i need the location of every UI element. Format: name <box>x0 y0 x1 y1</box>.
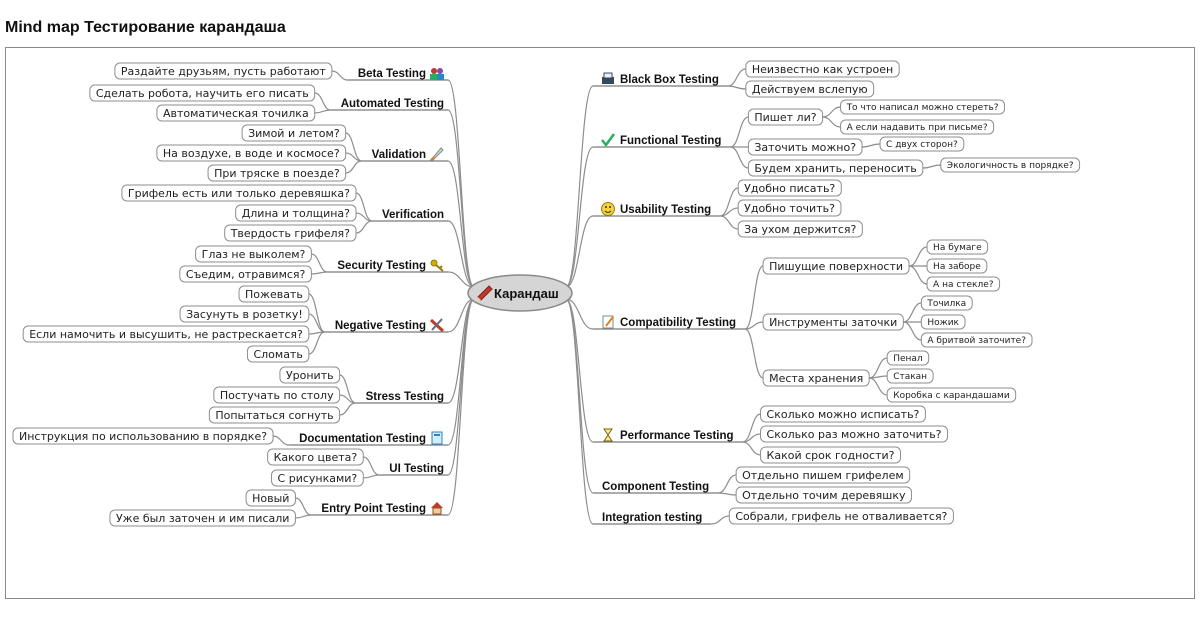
branch-automated[interactable] <box>341 98 444 110</box>
branch-compat-subitem[interactable] <box>927 277 1000 291</box>
branch-compat-subitem[interactable] <box>921 333 1032 347</box>
branch-ui-item-label: Какого цвета? <box>273 451 358 464</box>
branch-integration[interactable] <box>602 512 702 524</box>
branch-compat-subitem-label: Точилка <box>927 299 967 309</box>
branch-performance-item-connector <box>743 442 761 455</box>
branch-functional-item-connector <box>730 147 748 168</box>
branch-component-label: Component Testing <box>602 481 710 493</box>
branch-blackbox-item-connector <box>728 69 746 86</box>
branch-compat-subitem-connector <box>909 266 927 284</box>
branch-verification-item[interactable] <box>236 205 356 221</box>
branch-blackbox-item[interactable] <box>746 61 899 77</box>
branch-ui-connector <box>448 299 474 475</box>
branch-verification-connector <box>448 221 474 287</box>
branch-documentation-item-label: Инструкция по использованию в порядке? <box>18 430 268 443</box>
hourglass-icon <box>604 429 612 441</box>
branch-usability-item-label: Удобно писать? <box>744 182 836 195</box>
branch-functional-item[interactable] <box>748 160 922 176</box>
people-icon <box>430 68 444 80</box>
branch-compat-subitem[interactable] <box>887 369 933 383</box>
branch-verification-item-label: Длина и толщина? <box>241 207 350 220</box>
branch-blackbox-item[interactable] <box>746 81 874 97</box>
branch-documentation-item[interactable] <box>13 428 273 444</box>
branch-automated-connector <box>448 110 474 287</box>
branch-validation[interactable] <box>372 149 426 161</box>
branch-entry-item[interactable] <box>246 490 295 506</box>
branch-performance-item[interactable] <box>761 447 901 463</box>
branch-integration-connector <box>566 299 593 524</box>
branch-functional-item[interactable] <box>748 109 822 125</box>
branch-compat-item-connector <box>745 322 763 329</box>
branch-functional-subitem[interactable] <box>941 158 1080 172</box>
branch-functional-subitem-connector <box>862 144 880 147</box>
mind-map-svg <box>6 48 1194 598</box>
branch-negative-item-connector <box>309 314 325 332</box>
branch-functional-subitem-connector <box>823 107 841 117</box>
house-icon <box>431 502 443 514</box>
branch-usability-item-label: За ухом держится? <box>744 223 857 236</box>
branch-compat-label: Compatibility Testing <box>620 317 737 329</box>
branch-compat-subitem-label: Пенал <box>893 354 923 364</box>
branch-stress-item-label: Уронить <box>285 369 334 382</box>
calculator-icon <box>432 432 442 444</box>
branch-documentation-label: Documentation Testing <box>299 433 426 445</box>
branch-integration-item-label: Собрали, грифель не отваливается? <box>735 510 948 523</box>
branch-performance-label: Performance Testing <box>620 430 734 442</box>
branch-security-label: Security Testing <box>337 260 426 272</box>
branch-compat-item-connector <box>745 266 763 329</box>
branch-verification-item-label: Твердость грифеля? <box>230 227 350 240</box>
branch-validation-label: Validation <box>371 149 426 161</box>
branch-component-item[interactable] <box>736 467 910 483</box>
branch-component-item-connector <box>718 493 736 495</box>
branch-functional-connector <box>566 147 593 287</box>
branch-security-item-label: Съедим, отравимся? <box>185 268 306 281</box>
branch-compat-subitem-label: Коробка с карандашами <box>893 391 1010 401</box>
branch-performance-item-label: Какой срок годности? <box>766 449 895 462</box>
branch-verification-item[interactable] <box>225 225 356 241</box>
branch-compat-item-label: Инструменты заточки <box>769 316 898 329</box>
branch-performance[interactable] <box>620 430 734 442</box>
branch-entry-item-connector <box>295 498 311 515</box>
branch-ui[interactable] <box>389 463 444 475</box>
branch-negative-item-connector <box>309 332 325 354</box>
branch-entry-item-label: Уже был заточен и им писали <box>115 512 290 525</box>
branch-functional[interactable] <box>620 135 721 147</box>
key-icon <box>431 260 443 271</box>
branch-compat-subitem-label: На бумаге <box>933 243 982 253</box>
branch-compat[interactable] <box>620 317 736 329</box>
branch-integration-item-connector <box>711 516 729 524</box>
branch-negative-item[interactable] <box>23 326 309 342</box>
branch-ui-item[interactable] <box>272 470 364 486</box>
branch-component-item[interactable] <box>736 487 911 503</box>
branch-verification-label: Verification <box>382 209 444 221</box>
branch-usability-item-label: Удобно точить? <box>744 202 835 215</box>
branch-validation-item[interactable] <box>208 165 346 181</box>
branch-compat-subitem-label: А бритвой заточите? <box>927 336 1026 346</box>
branch-functional-subitem[interactable] <box>880 137 964 151</box>
branch-stress-item-label: Попытаться согнуть <box>215 409 334 422</box>
branch-compat-subitem[interactable] <box>887 351 928 365</box>
branch-beta-item[interactable] <box>115 63 332 79</box>
branch-functional-item-connector <box>730 117 748 147</box>
printer-icon <box>602 73 614 84</box>
branch-performance-item-label: Сколько раз можно заточить? <box>766 428 942 441</box>
branch-blackbox-item-connector <box>728 86 746 89</box>
branch-compat-item[interactable] <box>763 370 869 386</box>
branch-functional-subitem[interactable] <box>841 120 994 134</box>
page-title: Mind map Тестирование карандаша <box>5 19 286 36</box>
branch-blackbox-connector <box>566 86 593 287</box>
broken-tool-icon <box>431 319 443 331</box>
branch-verification-item-label: Грифель есть или только деревяшка? <box>127 187 350 200</box>
branch-ui-item-label: С рисунками? <box>277 472 358 485</box>
branch-security[interactable] <box>337 260 426 272</box>
branch-compat-subitem-label: Стакан <box>893 372 928 382</box>
branch-negative-item[interactable] <box>247 346 308 362</box>
branch-compat-subitem[interactable] <box>927 259 987 273</box>
rocket-icon <box>431 148 443 160</box>
branch-security-item-label: Глаз не выколем? <box>201 248 306 261</box>
branch-functional-subitem[interactable] <box>841 100 1005 114</box>
branch-automated-item[interactable] <box>90 85 315 101</box>
branch-entry-item-label: Новый <box>252 492 290 505</box>
branch-negative-item-connector <box>309 294 325 332</box>
branch-stress[interactable] <box>366 391 444 403</box>
branch-verification-item[interactable] <box>122 185 356 201</box>
branch-ui-label: UI Testing <box>389 463 444 475</box>
branch-functional-subitem-connector <box>823 117 841 127</box>
branch-performance-item[interactable] <box>761 426 948 442</box>
branch-entry[interactable] <box>321 503 426 515</box>
central-topic-label: Карандаш <box>494 286 559 301</box>
branch-documentation[interactable] <box>299 433 426 445</box>
branch-automated-item-label: Сделать робота, научить его писать <box>95 87 309 100</box>
branch-beta[interactable] <box>358 68 426 80</box>
branch-validation-item[interactable] <box>242 125 346 141</box>
branch-automated-item-connector <box>315 93 331 110</box>
branch-security-item[interactable] <box>180 266 312 282</box>
branch-performance-item[interactable] <box>761 406 926 422</box>
branch-security-item-connector <box>311 272 327 274</box>
branch-beta-item-label: Раздайте друзьям, пусть работают <box>120 65 326 78</box>
branch-compat-item-label: Места хранения <box>769 372 864 385</box>
branch-ui-item[interactable] <box>268 449 364 465</box>
branch-compat-item[interactable] <box>763 258 909 274</box>
branch-performance-item-label: Сколько можно исписать? <box>766 408 920 421</box>
branch-functional-item-label: Будем хранить, переносить <box>754 162 917 175</box>
branch-ui-item-connector <box>363 457 379 475</box>
branch-usability[interactable] <box>620 204 711 216</box>
branch-functional-subitem-label: Экологичность в порядке? <box>946 161 1074 171</box>
branch-usability-connector <box>566 216 593 287</box>
branch-blackbox-item-label: Неизвестно как устроен <box>751 63 894 76</box>
branch-integration-label: Integration testing <box>602 512 703 524</box>
branch-negative-item-label: Засунуть в розетку! <box>186 308 303 321</box>
branch-compat-subitem[interactable] <box>921 296 972 310</box>
branch-functional-subitem-label: С двух сторон? <box>886 140 958 150</box>
branch-functional-subitem-label: А если надавить при письме? <box>846 123 988 133</box>
branch-documentation-connector <box>448 299 474 445</box>
branch-functional-subitem-connector <box>923 165 941 168</box>
branch-compat-item-label: Пишущие поверхности <box>769 260 904 273</box>
branch-usability-item[interactable] <box>738 180 841 196</box>
branch-entry-item-connector <box>295 515 311 518</box>
branch-automated-label: Automated Testing <box>340 98 444 110</box>
branch-stress-item[interactable] <box>209 407 339 423</box>
branch-validation-item[interactable] <box>157 145 346 161</box>
branch-compat-subitem-connector <box>903 322 921 340</box>
branch-security-item-connector <box>311 254 327 272</box>
branch-blackbox-item-label: Действуем вслепую <box>751 83 868 96</box>
branch-functional-label: Functional Testing <box>620 135 722 147</box>
branch-compat-subitem-label: Ножик <box>927 318 959 328</box>
branch-validation-item-label: Зимой и летом? <box>248 127 340 140</box>
branch-compat-item-connector <box>745 329 763 378</box>
branch-negative[interactable] <box>335 320 426 332</box>
branch-compat-subitem-label: На заборе <box>933 262 981 272</box>
branch-usability-item-connector <box>720 216 738 229</box>
branch-negative-label: Negative Testing <box>334 320 426 332</box>
branch-usability-label: Usability Testing <box>620 204 712 216</box>
mind-map-canvas <box>5 47 1195 599</box>
branch-compat-subitem[interactable] <box>887 388 1015 402</box>
branch-beta-label: Beta Testing <box>357 68 426 80</box>
branch-functional-item-label: Пишет ли? <box>754 111 817 124</box>
branch-stress-item-connector <box>340 403 356 415</box>
branch-functional-subitem-label: То что написал можно стереть? <box>846 103 999 113</box>
branch-compat-subitem-connector <box>869 358 887 378</box>
branch-validation-item-label: На воздухе, в воде и космосе? <box>162 147 340 160</box>
branch-ui-item-connector <box>363 475 379 478</box>
branch-stress-item[interactable] <box>280 367 340 383</box>
branch-validation-item-label: При тряске в поезде? <box>214 167 340 180</box>
branch-compat-subitem[interactable] <box>921 315 965 329</box>
branch-compat-subitem[interactable] <box>927 240 988 254</box>
branch-component-item-connector <box>718 475 736 493</box>
branch-negative-item-label: Пожевать <box>245 288 303 301</box>
branch-negative-item-label: Если намочить и высушить, не растрескается? <box>29 328 303 341</box>
branch-entry-label: Entry Point Testing <box>321 503 426 515</box>
branch-stress-item-label: Постучать по столу <box>219 389 334 402</box>
branch-automated-item-label: Автоматическая точилка <box>162 107 309 120</box>
branch-usability-item[interactable] <box>738 200 841 216</box>
branch-compat-subitem-label: А на стекле? <box>933 280 994 290</box>
branch-functional-item[interactable] <box>748 139 862 155</box>
branch-negative-item[interactable] <box>180 306 309 322</box>
branch-negative-item-label: Сломать <box>253 348 303 361</box>
branch-compat-item[interactable] <box>763 314 903 330</box>
branch-compat-subitem-connector <box>909 247 927 266</box>
branch-compat-subitem-connector <box>903 303 921 322</box>
branch-component-item-label: Отдельно точим деревяшку <box>742 489 906 502</box>
branch-stress-item[interactable] <box>214 387 340 403</box>
branch-security-item[interactable] <box>196 246 312 262</box>
branch-functional-item-label: Заточить можно? <box>754 141 857 154</box>
checkmark-icon <box>602 134 614 145</box>
branch-documentation-item-connector <box>273 436 289 445</box>
branch-integration-item[interactable] <box>729 508 953 524</box>
branch-beta-item-connector <box>332 71 348 80</box>
branch-component-item-label: Отдельно пишем грифелем <box>742 469 904 482</box>
branch-entry-item[interactable] <box>110 510 295 526</box>
branch-automated-item[interactable] <box>157 105 315 121</box>
smiley-icon <box>602 203 615 216</box>
notepad-icon <box>603 316 613 328</box>
branch-negative-item[interactable] <box>239 286 309 302</box>
branch-compat-subitem-connector <box>869 378 887 395</box>
branch-usability-item[interactable] <box>738 221 862 237</box>
branch-verification[interactable] <box>382 209 444 221</box>
branch-blackbox[interactable] <box>620 74 719 86</box>
branch-component[interactable] <box>602 481 709 493</box>
branch-stress-label: Stress Testing <box>365 391 444 403</box>
branch-verification-item-connector <box>356 221 372 233</box>
branch-automated-item-connector <box>315 110 331 113</box>
branch-blackbox-label: Black Box Testing <box>620 74 719 86</box>
branch-validation-item-connector <box>346 161 362 173</box>
